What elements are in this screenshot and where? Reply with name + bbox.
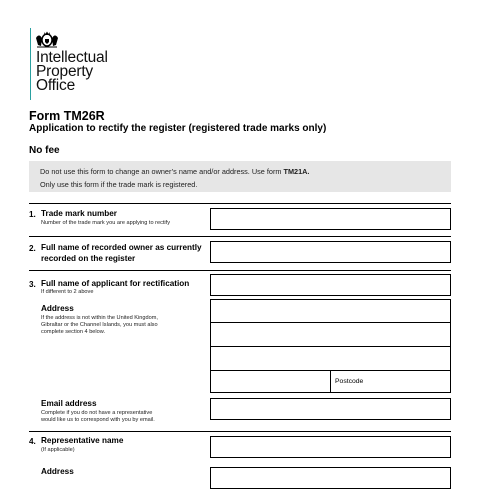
applicant-address-line4-field[interactable] (210, 370, 331, 393)
recorded-owner-name-field[interactable] (210, 241, 451, 263)
fee-label: No fee (29, 145, 60, 156)
applicant-address-line1-field[interactable] (210, 299, 451, 323)
applicant-address-hint-line3: complete section 4 below. (41, 329, 106, 335)
form-title: Form TM26R (29, 109, 105, 123)
representative-address-label: Address (41, 467, 74, 476)
applicant-address-hint-line2: Gibraltar or the Channel Islands, you must also (41, 322, 158, 328)
section-2-label-line1: Full name of recorded owner as currently (41, 243, 202, 252)
applicant-address-hint-line1: If the address is not within the United Kingdom, (41, 315, 158, 321)
applicant-name-field[interactable] (210, 274, 451, 296)
org-name-line3: Office (36, 77, 76, 94)
section-2-number: 2. (29, 244, 36, 253)
applicant-address-line3-field[interactable] (210, 346, 451, 371)
royal-crest-icon (35, 30, 59, 48)
section-4-label: Representative name (41, 436, 124, 445)
form-subtitle: Application to rectify the register (registered trade marks only) (29, 123, 327, 134)
section-4-hint: (If applicable) (41, 447, 75, 453)
logo-divider (30, 28, 31, 100)
org-name-line1: Intellectual (36, 49, 108, 66)
section-divider (29, 203, 451, 204)
representative-address-field[interactable] (210, 467, 451, 489)
section-3-number: 3. (29, 280, 36, 289)
section-divider (29, 431, 451, 432)
applicant-address-label: Address (41, 304, 74, 313)
section-1-label: Trade mark number (41, 209, 117, 218)
postcode-label: Postcode (335, 378, 364, 385)
email-field[interactable] (210, 398, 451, 420)
section-1-hint: Number of the trade mark you are applying to rectify (41, 220, 171, 226)
section-divider (29, 270, 451, 271)
email-label: Email address (41, 399, 97, 408)
section-4-number: 4. (29, 437, 36, 446)
org-name (36, 51, 108, 93)
notice-line1 (40, 167, 309, 176)
notice-form-ref: TM21A. (283, 167, 310, 176)
section-1-number: 1. (29, 210, 36, 219)
section-divider (29, 236, 451, 237)
org-name-line2: Property (36, 63, 93, 80)
trade-mark-number-field[interactable] (210, 208, 451, 230)
notice-text: Do not use this form to change an owner’s name and/or address. Use form (40, 167, 284, 176)
email-hint-line1: Complete if you do not have a representative (41, 410, 153, 416)
section-2-label-line2: recorded on the register (41, 254, 136, 263)
section-3-hint: If different to 2 above (41, 289, 94, 295)
applicant-address-line2-field[interactable] (210, 322, 451, 347)
email-hint-line2: would like us to correspond with you by email. (41, 417, 155, 423)
notice-line2: Only use this form if the trade mark is registered. (40, 180, 198, 189)
representative-name-field[interactable] (210, 436, 451, 458)
section-3-label: Full name of applicant for rectification (41, 279, 190, 288)
